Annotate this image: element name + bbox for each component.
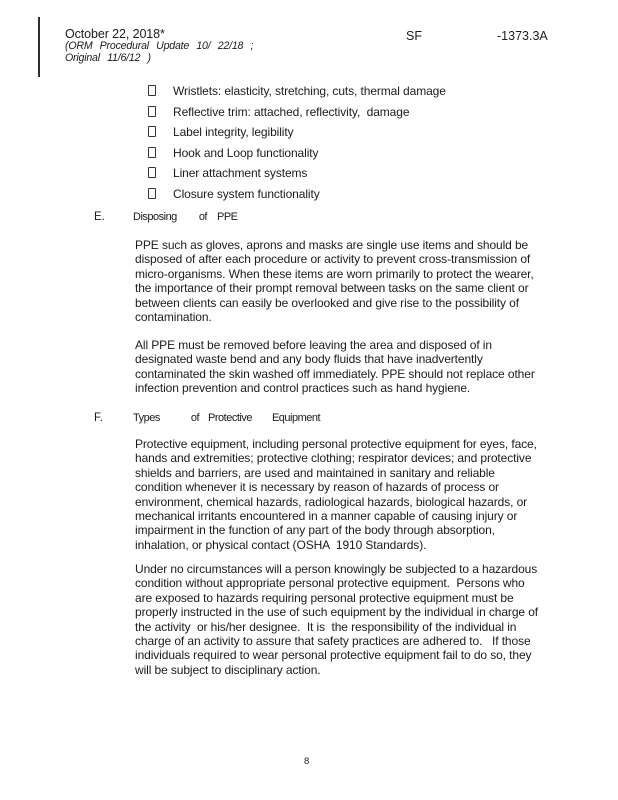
header-date: October 22, 2018*: [65, 27, 165, 41]
paragraph-line: charge of an activity to assure that safety practices are adhered to. If those: [135, 634, 531, 649]
header-revision-note-line2: Original 11/6/12 ): [65, 51, 151, 64]
paragraph-line: condition whenever it is necessary by reason of hazards of process or: [135, 480, 499, 495]
paragraph-line: shields and barriers, are used and maintained in sanitary and reliable: [135, 465, 495, 480]
paragraph-line: disposed of after each procedure or activity to prevent cross-transmission of: [135, 252, 531, 267]
header-office-code: SF: [406, 29, 422, 43]
paragraph-line: contaminated the skin washed off immediately. PPE should not replace other: [135, 366, 535, 381]
square-bullet-icon: [148, 106, 156, 117]
square-bullet-icon: [148, 147, 156, 158]
heading-word: Disposing: [133, 211, 177, 223]
section-f-label: F.: [94, 412, 103, 424]
heading-word: PPE: [217, 211, 238, 223]
paragraph-line: individuals required to wear personal protective equipment fail to do so, they: [135, 648, 532, 663]
paragraph-line: micro-organisms. When these items are worn primarily to protect the wearer,: [135, 266, 534, 281]
heading-word: Protective: [208, 412, 252, 424]
paragraph-line: Under no circumstances will a person knowingly be subjected to a hazardous: [135, 562, 538, 576]
left-margin-mark: [38, 17, 40, 77]
paragraph-line: hands and extremities; protective clothing; respirator devices; and protective: [135, 451, 532, 466]
paragraph-line: are exposed to hazards requiring personal protective equipment must be: [135, 590, 514, 605]
header-revision-note-line1: (ORM Procedural Update 10/ 22/18 ;: [65, 40, 254, 52]
square-bullet-icon: [148, 126, 156, 137]
paragraph-line: the importance of their prompt removal between tasks on the same client or: [135, 281, 529, 296]
paragraph-line: mechanical irritants encountered in a manner capable of causing injury or: [135, 509, 518, 524]
section-f-heading: [133, 412, 320, 424]
paragraph-line: contamination.: [135, 310, 212, 325]
paragraph-line: PPE such as gloves, aprons and masks are single use items and should be: [135, 238, 529, 252]
heading-word: Types: [133, 412, 160, 424]
paragraph-line: the activity or his/her designee. It is the responsibility of the individual in: [135, 619, 517, 634]
list-item-label: Liner attachment systems: [173, 166, 308, 181]
paragraph-line: Protective equipment, including personal protective equipment for eyes, face,: [135, 437, 537, 451]
list-item-label: Hook and Loop functionality: [173, 145, 319, 160]
paragraph-line: All PPE must be removed before leaving the area and disposed of in: [135, 338, 492, 352]
heading-word: Equipment: [271, 412, 321, 424]
paragraph-line: properly instructed in the use of such equipment by the individual in charge of: [135, 605, 539, 620]
paragraph-line: infection prevention and control practices such as hand hygiene.: [135, 381, 471, 396]
paragraph-line: environment, chemical hazards, radiological hazards, biological hazards, or: [135, 494, 528, 509]
paragraph-line: designated waste bend and any body fluids that have inadvertently: [135, 352, 483, 367]
section-e-label: E.: [94, 211, 105, 223]
square-bullet-icon: [148, 85, 156, 96]
paragraph-line: condition without appropriate personal protective equipment. Persons who: [135, 576, 525, 591]
paragraph-types-2: [135, 562, 538, 677]
list-item: [148, 166, 446, 187]
paragraph-line: inhalation, or physical contact (OSHA 1910 Standards).: [135, 537, 427, 552]
list-item-label: Closure system functionality: [173, 186, 320, 201]
page-number: 8: [304, 756, 310, 767]
list-item: [148, 146, 446, 167]
header-document-number: -1373.3A: [497, 29, 548, 43]
list-item: [148, 187, 446, 208]
paragraph-line: between clients can easily be overlooked and give rise to the possibility of: [135, 295, 519, 310]
paragraph-line: impairment in the function of any part of the body through absorption,: [135, 523, 495, 538]
list-item: [148, 105, 446, 126]
heading-word: of: [198, 211, 207, 223]
square-bullet-icon: [148, 167, 156, 178]
paragraph-disposing-2: [135, 338, 535, 396]
section-e-heading: [133, 211, 238, 223]
square-bullet-icon: [148, 188, 156, 199]
paragraph-line: will be subject to disciplinary action.: [135, 662, 321, 677]
paragraph-disposing-1: [135, 238, 534, 324]
inspection-checklist: [148, 84, 446, 208]
list-item: [148, 84, 446, 105]
paragraph-types-1: [135, 437, 537, 552]
list-item-label: Wristlets: elasticity, stretching, cuts, thermal damage: [173, 84, 446, 98]
list-item-label: Label integrity, legibility: [173, 125, 294, 140]
page-header: [65, 27, 253, 64]
list-item-label: Reflective trim: attached, reflectivity, damage: [173, 104, 410, 119]
list-item: [148, 125, 446, 146]
heading-word: of: [190, 412, 200, 424]
